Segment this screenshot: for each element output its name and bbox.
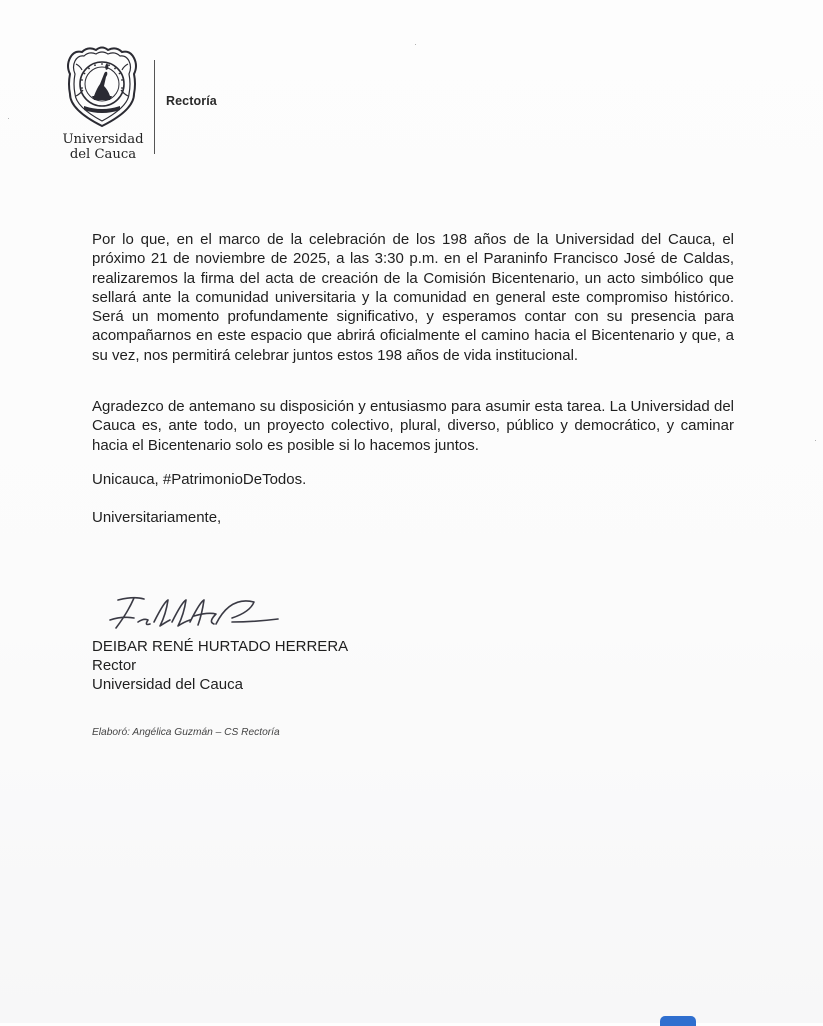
university-crest-icon [64, 44, 140, 130]
scan-speck [815, 440, 816, 441]
scan-speck [415, 44, 416, 45]
header-divider [154, 60, 155, 154]
drafted-by-note: Elaboró: Angélica Guzmán – CS Rectoría [92, 727, 280, 738]
university-name-line2: del Cauca [69, 147, 137, 162]
paper-clip-edge [660, 1016, 696, 1026]
paragraph-invitation: Por lo que, en el marco de la celebración de los 198 años de la Universidad del Cauca, el próximo 21 de noviembre de 2025, a las 3:30 p.m. en el Paraninfo Francisco José de Caldas, realizaremos la firma del acta de creación de la Comisión Bicentenario, un acto simbólico que sellará ante la comunidad universitaria y la comunidad en general este compromiso histórico. Será un momento profundamente significativo, y esperamos contar con su presencia para acompañarnos en este espacio que abrirá oficialmente el camino hacia el Bicentenario y que, a su vez, nos permitirá celebrar juntos estos 198 años de vida institucional. [92, 231, 734, 364]
closing-slogan: Unicauca, #PatrimonioDeTodos. [92, 471, 307, 488]
office-name: Rectoría [166, 94, 217, 108]
handwritten-signature [104, 592, 280, 636]
signer-name: DEIBAR RENÉ HURTADO HERRERA [92, 638, 349, 655]
closing-salutation: Universitariamente, [92, 509, 222, 526]
university-name [62, 132, 144, 162]
university-logo [62, 44, 142, 170]
signer-organization: Universidad del Cauca [92, 676, 243, 693]
scan-speck [8, 118, 9, 119]
paragraph-gratitude: Agradezco de antemano su disposición y entusiasmo para asumir esta tarea. La Universidad del Cauca es, ante todo, un proyecto colectivo, plural, diverso, público y democrático, y caminar hacia el Bicentenario solo es posible si lo hacemos juntos. [92, 398, 734, 454]
signer-role: Rector [92, 657, 137, 674]
university-name-line1: Universidad [62, 132, 144, 147]
